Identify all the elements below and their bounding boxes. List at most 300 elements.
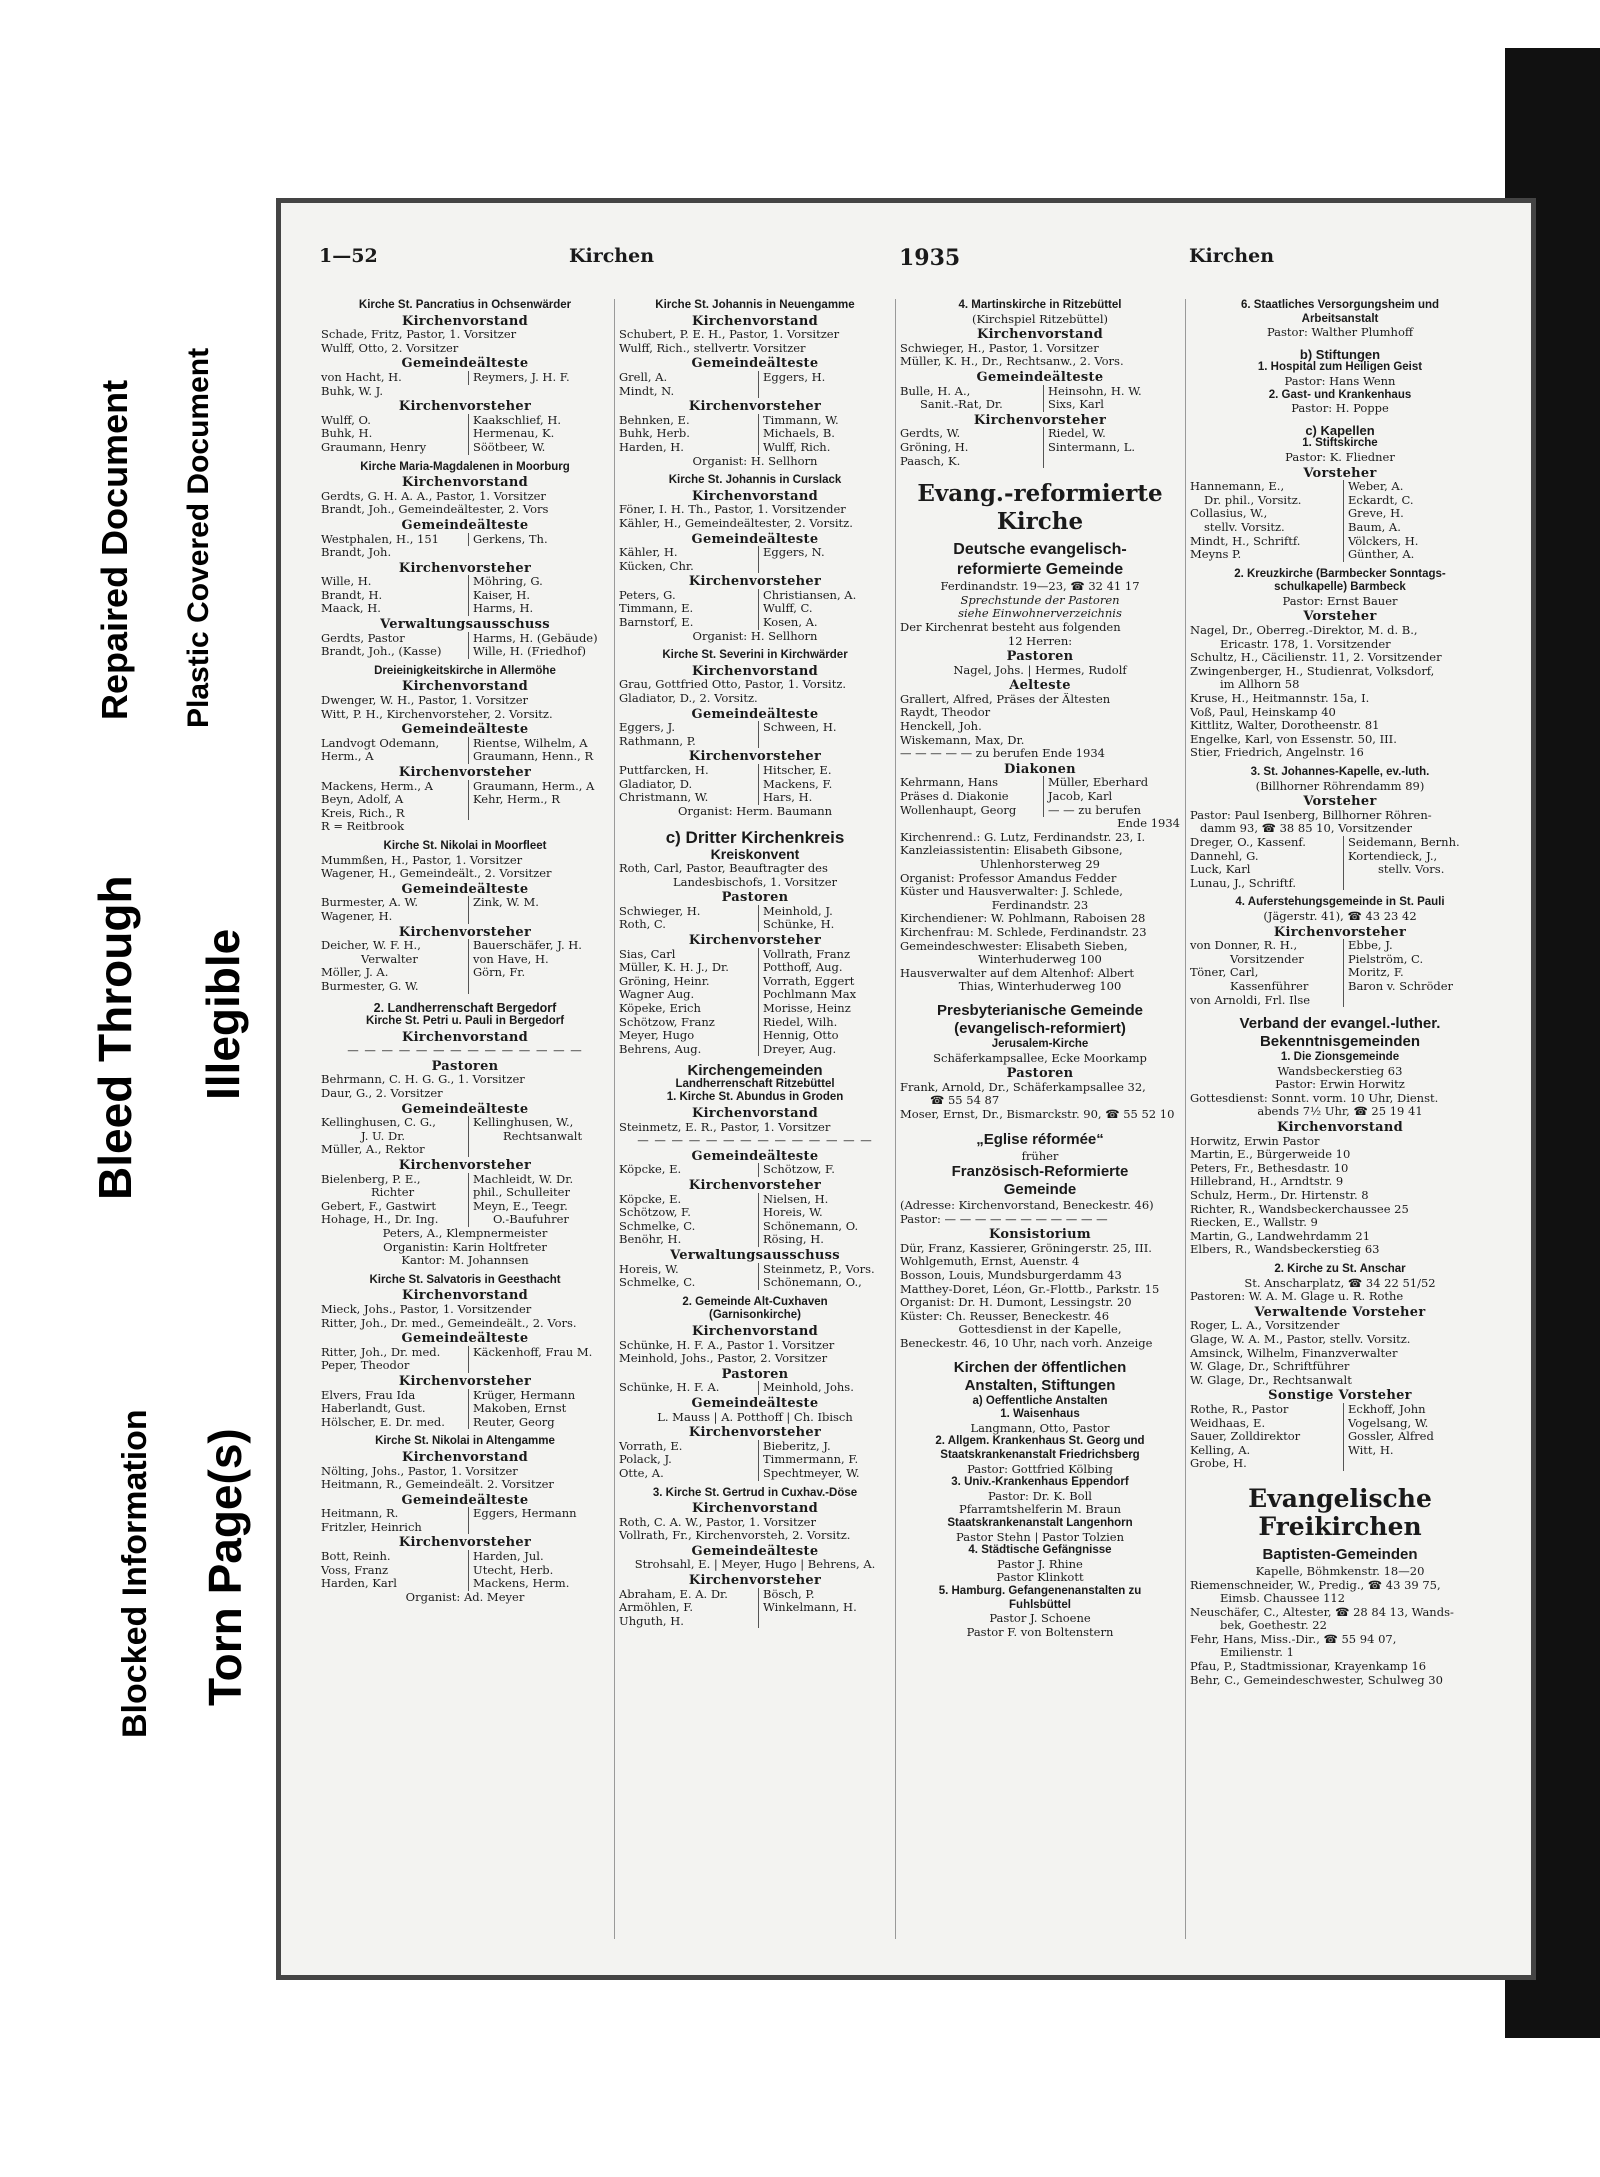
section-subtitle: Deutsche evangelisch-: [953, 541, 1127, 559]
entry: Frank, Arnold, Dr., Schäferkampsallee 32,: [900, 1080, 1146, 1094]
subheading: Kirchenvorsteher: [688, 749, 822, 765]
entry: Behrmann, C. H. G. G., 1. Vorsitzer: [321, 1073, 525, 1087]
entry: Möller, J. A.: [321, 965, 389, 980]
subheading: Gemeindeälteste: [691, 531, 819, 547]
entry: Stier, Friedrich, Angelnstr. 16: [1190, 746, 1364, 760]
subheading: Kirchenvorsteher: [688, 1178, 822, 1194]
entry: Gerdts, Pastor: [321, 630, 405, 645]
entry: Westphalen, H., 151: [321, 531, 439, 546]
section-subtitle: Baptisten-Gemeinden: [1262, 1545, 1418, 1563]
entry: Sprechstunde der Pastoren: [960, 592, 1120, 607]
section-title: Kirche: [996, 508, 1084, 536]
name-list: [619, 1193, 891, 1247]
entry: Eckardt, C.: [1348, 492, 1414, 507]
entry: Verwalter: [361, 951, 418, 966]
subheading: Kirchenvorstand: [976, 327, 1104, 343]
subheading: Kirchenvorstand: [401, 1449, 529, 1465]
entry: Organist: Herm. Baumann: [677, 803, 833, 818]
entry: Müller, K. H., Dr., Rechtsanw., 2. Vors.: [900, 355, 1124, 369]
entry: Lunau, J., Schriftf.: [1190, 875, 1296, 890]
entry: Meyn, E., Teegr.: [473, 1198, 568, 1213]
section-title: Evang.-reformierte: [917, 480, 1163, 508]
entry: Kittlitz, Walter, Dorotheenstr. 81: [1190, 719, 1380, 733]
name-list: [619, 414, 891, 455]
institution-title: 2. Allgem. Krankenhaus St. Georg und: [935, 1435, 1145, 1448]
entry: Reuter, Georg: [473, 1414, 555, 1429]
entry: Pastor: — — — — — — — — — — —: [900, 1212, 1108, 1226]
entry: Moser, Ernst, Dr., Bismarckstr. 90, ☎ 55 52 10: [900, 1107, 1175, 1121]
subheading: Kirchenvorsteher: [398, 399, 532, 415]
entry: Wandsbeckerstieg 63: [1277, 1063, 1403, 1078]
label-torn-pages: Torn Page(s): [199, 1428, 251, 1706]
entry: Köpcke, E.: [619, 1191, 682, 1206]
entry: Eggers, N.: [763, 545, 825, 560]
entry: Organist: H. Sellhorn: [692, 628, 818, 643]
entry: Strohsahl, E. | Meyer, Hugo | Behrens, A.: [634, 1557, 876, 1572]
entry: Eggers, J.: [619, 720, 676, 735]
entry: Herm., A: [321, 749, 374, 764]
entry: Ebbe, J.: [1348, 938, 1393, 953]
subheading: Gemeindeälteste: [401, 1101, 529, 1117]
entry: Köpeke, Erich: [619, 1000, 701, 1015]
entry: Kruse, H., Heitmannstr. 15a, I.: [1190, 692, 1370, 706]
section-title: Kirche St. Johannis in Curslack: [668, 474, 842, 487]
section-title: 3. Kirche St. Gertrud in Cuxhav.-Döse: [652, 1486, 858, 1499]
subheading: Pastoren: [1006, 649, 1074, 665]
entry: Schade, Fritz, Pastor, 1. Vorsitzer: [321, 328, 517, 342]
entry: Pastor: Hans Wenn: [1284, 373, 1396, 388]
name-list: [1190, 939, 1490, 1007]
entry: Behrens, Aug.: [619, 1041, 702, 1056]
entry: Hars, H.: [763, 790, 813, 805]
entry: Bösch, P.: [763, 1586, 815, 1601]
entry: Paasch, K.: [900, 453, 961, 468]
entry: Schwieger, H., Pastor, 1. Vorsitzer: [900, 341, 1099, 355]
label-repaired-document: Repaired Document: [94, 379, 135, 720]
subheading: Kirchenvorsteher: [398, 560, 532, 576]
entry: W. Glage, Dr., Schriftführer: [1190, 1360, 1350, 1374]
entry: Hölscher, E. Dr. med.: [321, 1414, 445, 1429]
entry: Collasius, W.,: [1190, 506, 1268, 521]
subheading: Kirchenvorstand: [401, 1029, 529, 1045]
entry: Pastor J. Schoene: [989, 1611, 1091, 1626]
entry: Henckell, Joh.: [900, 720, 982, 734]
entry: Gröning, H.: [900, 439, 969, 454]
entry: Gladiator, D.: [619, 776, 693, 791]
entry: Seidemann, Bernh.: [1348, 834, 1460, 849]
entry: Schünke, H. F. A.: [619, 1380, 720, 1395]
subheading: Pastoren: [721, 890, 789, 906]
entry: — — zu berufen: [1048, 802, 1141, 817]
section-title: Arbeitsanstalt: [1301, 312, 1379, 325]
name-list: [321, 780, 609, 821]
entry: Peters, G.: [619, 587, 676, 602]
entry: Bulle, H. A.,: [900, 383, 971, 398]
entry: Wulff, Rich.: [763, 439, 831, 454]
subheading: Gemeindeälteste: [401, 722, 529, 738]
subheading: Sonstige Vorsteher: [1268, 1388, 1412, 1404]
entry: 12 Herren:: [1007, 633, 1073, 648]
entry: Kirchenrend.: G. Lutz, Ferdinandstr. 23, I.: [900, 830, 1146, 844]
entry: Voß, Paul, Heinskamp 40: [1190, 705, 1336, 719]
entry: Gottesdienst: Sonnt. vorm. 10 Uhr, Dienst.: [1190, 1091, 1439, 1105]
label-illegible: Illegible: [197, 928, 249, 1100]
entry: Raydt, Theodor: [900, 706, 991, 720]
entry: Wollenhaupt, Georg: [900, 802, 1017, 817]
subheading: Kirchenvorstand: [401, 475, 529, 491]
entry: Witt, H.: [1348, 1442, 1394, 1457]
section-title: Kirche St. Pancratius in Ochsenwärder: [358, 299, 572, 311]
entry: Pastor: Gottfried Kölbing: [967, 1461, 1113, 1476]
entry: Langmann, Otto, Pastor: [970, 1420, 1110, 1435]
entry: Buhk, Herb.: [619, 426, 690, 441]
entry: Deicher, W. F. H.,: [321, 938, 421, 953]
entry: Schönemann, O.: [763, 1218, 859, 1233]
entry: Kellinghusen, W.,: [473, 1115, 574, 1130]
subheading: Verwaltungsausschuss: [380, 617, 550, 633]
entry: Hausverwalter auf dem Altenhof: Albert: [900, 966, 1135, 980]
institution-title: 1. Waisenhaus: [1000, 1408, 1080, 1421]
section-title: 2. Gemeinde Alt-Cuxhaven: [682, 1295, 828, 1308]
entry: Christmann, W.: [619, 790, 709, 805]
side-labels: [0, 0, 300, 2177]
entry: Beneckestr. 46, 10 Uhr, nach vorh. Anzeige: [900, 1337, 1153, 1351]
entry: Vollrath, Fr., Kirchenvorsteh, 2. Vorsitz.: [619, 1529, 851, 1543]
entry: Mackens, F.: [763, 776, 833, 791]
entry: Heitmann, R.: [321, 1506, 399, 1521]
entry: von Have, H.: [473, 951, 549, 966]
entry: Ritter, Joh., Dr. med., Gemeindeält., 2. Vors.: [321, 1316, 577, 1330]
entry: Pastor Stehn | Pastor Tolzien: [956, 1529, 1124, 1544]
name-list: [321, 896, 609, 923]
subheading: Diakonen: [1004, 761, 1076, 777]
entry: Roth, C. A. W., Pastor, 1. Vorsitzer: [619, 1515, 816, 1529]
entry: Mummßen, H., Pastor, 1. Vorsitzer: [321, 853, 523, 867]
name-list: [321, 575, 609, 616]
name-list: [321, 939, 609, 993]
entry: Kähler, H.: [619, 545, 678, 560]
entry: Mackens, Herm., A: [321, 778, 433, 793]
entry: Glage, W. A. M., Pastor, stellv. Vorsitz.: [1190, 1332, 1411, 1346]
entry: Pastor: Erwin Horwitz: [1275, 1077, 1405, 1092]
section-title: 6. Staatliches Versorgungsheim und: [1240, 299, 1440, 311]
entry: Vollrath, Franz: [763, 946, 851, 961]
entry: Harms, H. (Gebäude): [473, 630, 598, 645]
name-list: [900, 385, 1180, 412]
entry: Eggers, H.: [763, 369, 826, 384]
institution-title: 1. Hospital zum Heiligen Geist: [1257, 361, 1423, 374]
entry: Grau, Gottfried Otto, Pastor, 1. Vorsitz.: [619, 678, 847, 692]
entry: Harden, Karl: [321, 1576, 397, 1591]
entry: Spechtmeyer, W.: [763, 1465, 860, 1480]
entry: Weber, A.: [1348, 479, 1404, 494]
entry: Martin, G., Landwehrdamm 21: [1190, 1229, 1371, 1243]
subheading: Gemeindeälteste: [401, 881, 529, 897]
entry: Kirchendiener: W. Pohlmann, Raboisen 28: [900, 912, 1146, 926]
entry: Vorrath, Eggert: [763, 973, 855, 988]
entry: Morisse, Heinz: [763, 1000, 851, 1015]
name-list: [321, 737, 609, 764]
name-list: [900, 776, 1180, 817]
entry: Burmester, A. W.: [321, 895, 419, 910]
subheading: Kirchenvorsteher: [973, 412, 1107, 428]
entry: Bielenberg, P. E.,: [321, 1171, 421, 1186]
institution-title: Staatskrankenanstalt Friedrichsberg: [940, 1449, 1140, 1461]
entry: Peters, A., Klempnermeister: [382, 1226, 548, 1240]
section-title: Kirche St. Johannis in Neuengamme: [655, 299, 855, 311]
column-1: [321, 299, 609, 1604]
name-list: [619, 721, 891, 748]
entry: Moritz, F.: [1348, 965, 1404, 980]
entry: Schultz, H., Cäcilienstr. 11, 2. Vorsitzender: [1190, 651, 1442, 665]
section-subtitle: Jerusalem-Kirche: [991, 1037, 1089, 1050]
entry: Mindt, N.: [619, 383, 675, 398]
section-subtitle: Kreiskonvent: [710, 846, 800, 863]
entry: Pastor J. Rhine: [997, 1556, 1083, 1571]
entry: W. Glage, Dr., Rechtsanwalt: [1190, 1373, 1352, 1387]
entry: Grallert, Alfred, Präses der Ältesten: [900, 692, 1111, 706]
entry: Baum, A.: [1348, 519, 1401, 534]
entry: Uhlenhorsterweg 29: [980, 857, 1100, 871]
column-3: [900, 299, 1180, 1639]
running-head-left: Kirchen: [569, 245, 655, 267]
entry: Sanit.-Rat, Dr.: [920, 397, 1003, 412]
entry: Schwieger, H.: [619, 903, 701, 918]
entry: Organist: Dr. H. Dumont, Lessingstr. 20: [900, 1296, 1132, 1310]
entry: Meyer, Hugo: [619, 1028, 695, 1043]
entry: Steinmetz, P., Vors.: [763, 1261, 875, 1276]
entry: Martin, E., Bürgerweide 10: [1190, 1148, 1351, 1162]
entry: Riemenschneider, W., Predig., ☎ 43 39 75,: [1190, 1578, 1441, 1592]
entry: Eimsb. Chaussee 112: [1220, 1592, 1346, 1606]
entry: Eggers, Hermann: [473, 1506, 577, 1521]
section-title: Freikirchen: [1258, 1511, 1422, 1541]
entry: Vogelsang, W.: [1348, 1415, 1429, 1430]
entry: Burmester, G. W.: [321, 978, 419, 993]
entry: Puttfarcken, H.: [619, 763, 709, 777]
entry: Schmelke, C.: [619, 1275, 696, 1290]
entry: Dür, Franz, Kassierer, Gröningerstr. 25, III.: [900, 1241, 1152, 1255]
entry: Schulz, Herm., Dr. Hirtenstr. 8: [1190, 1189, 1369, 1203]
entry: Kücken, Chr.: [619, 558, 694, 573]
subheading: Kirchenvorsteher: [1273, 924, 1407, 940]
entry: Wohlgemuth, Ernst, Auenstr. 4: [900, 1255, 1080, 1269]
entry: Kosen, A.: [763, 615, 818, 630]
entry: Landesbischofs, 1. Vorsitzer: [672, 874, 837, 889]
entry: Kapelle, Böhmkenstr. 18—20: [1255, 1563, 1425, 1578]
entry: von Donner, R. H.,: [1190, 938, 1298, 953]
name-pair: [321, 371, 609, 385]
page-year: 1935: [899, 245, 961, 271]
name-list: [619, 589, 891, 630]
name-list: [619, 1381, 891, 1395]
entry: Kortendieck, J.,: [1348, 848, 1438, 863]
section-title: 2. Landherrenschaft Bergedorf: [373, 1000, 557, 1015]
entry: Nagel, Dr., Oberreg.-Direktor, M. d. B.,: [1190, 624, 1418, 638]
entry: Wille, H. (Friedhof): [473, 644, 586, 659]
section-title: Anstalten, Stiftungen: [964, 1376, 1116, 1394]
entry: Ferdinandstr. 19—23, ☎ 32 41 17: [940, 579, 1140, 594]
entry: Richter, R., Wandsbeckerchaussee 25: [1190, 1202, 1409, 1216]
entry: Völckers, H.: [1348, 533, 1419, 548]
entry: Kellinghusen, C. G.,: [321, 1115, 436, 1130]
subheading: Kirchenvorsteher: [688, 1573, 822, 1589]
subheading: Kirchenvorsteher: [688, 399, 822, 415]
entry: Kelling, A.: [1190, 1442, 1251, 1457]
entry: Wulff, Otto, 2. Vorsitzer: [321, 341, 459, 355]
section-title: Evangelische: [1248, 1483, 1432, 1513]
entry: Rothe, R., Pastor: [1190, 1401, 1289, 1416]
entry: Meinhold, J.: [763, 903, 833, 918]
entry: Vorrath, E.: [619, 1438, 683, 1453]
entry: Maack, H.: [321, 601, 381, 616]
subheading: Verwaltende Vorsteher: [1254, 1304, 1426, 1320]
entry: Horeis, W.: [619, 1261, 679, 1276]
entry: O.-Baufuhrer: [493, 1212, 569, 1227]
name-list: [619, 546, 891, 573]
entry: Organist: H. Sellhorn: [692, 453, 818, 468]
column-2: [619, 299, 891, 1628]
section-title: Kirchen der öffentlichen: [953, 1358, 1127, 1376]
entry: Vorsitzender: [1230, 951, 1304, 966]
subheading: Aelteste: [1009, 678, 1071, 694]
entry: abends 7½ Uhr, ☎ 25 19 41: [1257, 1104, 1423, 1119]
entry: Gossler, Alfred: [1348, 1429, 1434, 1444]
name-list: [321, 1346, 609, 1373]
entry: Riecken, E., Wallstr. 9: [1190, 1216, 1318, 1230]
entry: ☎ 55 54 87: [930, 1094, 1000, 1108]
entry: Kehrmann, Hans: [900, 775, 999, 790]
subheading: Konsistorium: [989, 1227, 1091, 1243]
entry: Nielsen, H.: [763, 1191, 829, 1206]
column-rule: [895, 299, 896, 1939]
entry: Meinhold, Johs.: [763, 1380, 854, 1395]
entry: Ritter, Joh., Dr. med.: [321, 1344, 441, 1359]
document-page: [276, 198, 1536, 1980]
name-list: [321, 1507, 609, 1534]
entry: Behnken, E.: [619, 412, 690, 427]
subheading: Gemeindeälteste: [401, 1492, 529, 1508]
entry: Bieberitz, J.: [763, 1438, 831, 1453]
entry: Timmann, W.: [763, 412, 839, 427]
entry: Schötzow, F.: [763, 1162, 835, 1177]
entry: Mackens, Herm.: [473, 1576, 570, 1591]
page-header: [319, 245, 1501, 279]
section-subtitle: (Garnisonkirche): [708, 1309, 802, 1322]
column-rule: [1185, 299, 1186, 1939]
subheading: Kirchenvorsteher: [688, 574, 822, 590]
entry: J. U. Dr.: [361, 1128, 406, 1143]
entry: Utecht, Herb.: [473, 1562, 554, 1577]
entry: Amsinck, Wilhelm, Finanzverwalter: [1190, 1346, 1398, 1360]
entry: R = Reitbrook: [321, 820, 405, 834]
entry: Harms, H.: [473, 601, 534, 616]
subheading: Gemeindeälteste: [691, 706, 819, 722]
entry: Pastor: K. Fliedner: [1285, 449, 1395, 464]
name-list: [619, 905, 891, 932]
entry: Kanzleiassistentin: Elisabeth Gibsone,: [900, 844, 1123, 858]
subheading: Gemeindeälteste: [691, 1395, 819, 1411]
entry: Weidhaas, E.: [1190, 1415, 1266, 1430]
entry: Mieck, Johs., Pastor, 1. Vorsitzender: [321, 1302, 532, 1316]
entry: Neuschäfer, C., Altester, ☎ 28 84 13, Wands-: [1190, 1605, 1454, 1619]
entry: (Adresse: Kirchenvorstand, Beneckestr. 46): [900, 1199, 1154, 1213]
entry: Brandt, Joh., Gemeindeältester, 2. Vors: [321, 503, 549, 517]
entry: Peper, Theodor: [321, 1358, 410, 1373]
entry: Barnstorf, E.: [619, 615, 694, 630]
name-list: [321, 1116, 609, 1157]
entry: Schötzow, Franz: [619, 1014, 715, 1029]
entry: früher: [1021, 1148, 1059, 1163]
entry: Organist: Ad. Meyer: [405, 1589, 525, 1604]
name-list: [619, 764, 891, 805]
entry: Daur, G., 2. Vorsitzer: [321, 1087, 443, 1101]
name-list: [321, 1173, 609, 1227]
entry: Organistin: Karin Holtfreter: [383, 1239, 547, 1254]
entry: stellv. Vorsitz.: [1204, 519, 1285, 534]
entry: Schubert, P. E. H., Pastor, 1. Vorsitzer: [619, 328, 840, 342]
entry: Brandt, H.: [321, 587, 383, 602]
entry: Makoben, Ernst: [473, 1401, 567, 1416]
entry: Rösing, H.: [763, 1232, 824, 1247]
entry: Otte, A.: [619, 1465, 664, 1480]
name-list: [1190, 480, 1490, 562]
section-title: „Eglise réformée“: [976, 1130, 1104, 1148]
entry: Gröning, Heinr.: [619, 973, 710, 988]
entry: Meyns P.: [1190, 547, 1242, 562]
entry: Witt, P. H., Kirchenvorsteher, 2. Vorsitz.: [321, 707, 553, 721]
entry: Kehr, Herm., R: [473, 792, 560, 807]
name-list: [1190, 836, 1490, 890]
label-blocked-information: Blocked Information: [116, 1409, 154, 1738]
label-plastic-covered-document: Plastic Covered Document: [182, 347, 215, 728]
section-title: Gemeinde: [1003, 1181, 1077, 1199]
entry: Mindt, H., Schriftf.: [1190, 533, 1301, 548]
subheading: Kirchenvorstand: [691, 1323, 819, 1339]
entry: Polack, J.: [619, 1452, 672, 1467]
subheading: Kirchenvorstand: [691, 1106, 819, 1122]
entry: phil., Schulleiter: [473, 1185, 570, 1200]
entry: Käckenhoff, Frau M.: [473, 1344, 593, 1359]
subheading: Kirchenvorsteher: [398, 1158, 532, 1174]
entry: Meinhold, Johs., Pastor, 2. Vorsitzer: [619, 1352, 828, 1366]
entry: Kirchenfrau: M. Schlede, Ferdinandstr. 23: [900, 925, 1147, 939]
entry: Brandt, Joh., (Kasse): [321, 644, 442, 659]
entry: (Billhorner Röhrendamm 89): [1255, 778, 1425, 793]
entry: Riedel, W.: [1048, 426, 1106, 441]
entry: Emilienstr. 1: [1220, 1646, 1294, 1660]
institution-title: 1. Stiftskirche: [1302, 437, 1378, 450]
entry: von Arnoldi, Frl. Ilse: [1190, 992, 1311, 1007]
subheading: Kirchenvorsteher: [398, 924, 532, 940]
subheading: Kirchenvorstand: [401, 679, 529, 695]
entry: Küster und Hausverwalter: J. Schlede,: [900, 885, 1123, 899]
entry: Schünke, H. F. A., Pastor 1. Vorsitzer: [619, 1338, 835, 1352]
entry: Görn, Fr.: [473, 965, 526, 980]
section-title: Kirche St. Nikolai in Altengamme: [375, 1435, 555, 1448]
section-title: Bekenntnisgemeinden: [1259, 1033, 1421, 1051]
subheading: Kirchenvorstand: [691, 488, 819, 504]
section-title: Kirche St. Nikolai in Moorfleet: [383, 839, 547, 852]
name-list: [321, 1389, 609, 1430]
entry: Gebert, F., Gastwirt: [321, 1198, 436, 1213]
entry: Heinsohn, H. W.: [1048, 383, 1142, 398]
entry: Ende 1934: [1117, 816, 1180, 831]
entry: Brandt, Joh.: [321, 546, 392, 560]
entry: Gerkens, Th.: [468, 533, 609, 547]
subheading: Vorsteher: [1303, 609, 1377, 625]
entry: Föner, I. H. Th., Pastor, 1. Vorsitzender: [619, 503, 846, 517]
